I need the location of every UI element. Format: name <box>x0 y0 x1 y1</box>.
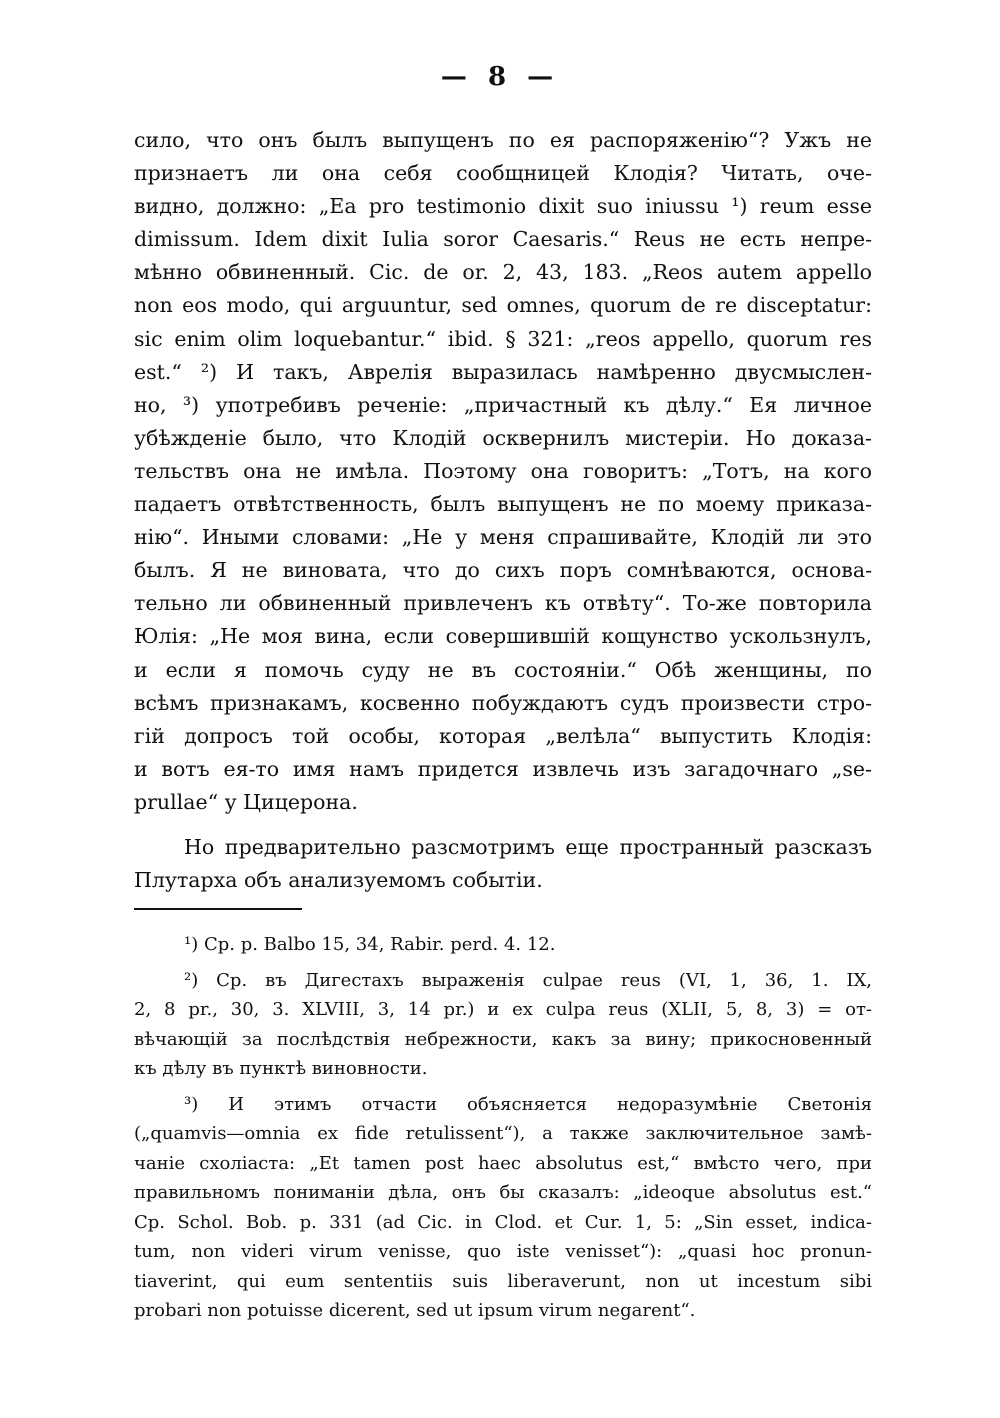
footnote-line: правильномъ пониманіи дѣла, онъ бы сказалъ: „ideoque absolutus est.“ <box>134 1182 872 1203</box>
footnote-line: probari non potuisse dicerent, sed ut ipsum virum negarent“. <box>134 1300 696 1321</box>
footnote-line: ³) И этимъ отчасти объясняется недоразумѣніе Светонія <box>184 1093 872 1115</box>
footnote-line: tum, non videri virum venisse, quo iste venisset“): „quasi hoc pronun- <box>134 1241 872 1262</box>
text-line: но, ³) употребивъ реченіе: „причастный къ дѣлу.“ Ея личное <box>134 392 872 417</box>
text-line: убѣжденіе было, что Клодій осквернилъ мистеріи. Но доказа- <box>134 425 872 450</box>
main-text <box>134 124 872 897</box>
text-line: падаетъ отвѣтственность, былъ выпущенъ не по моему приказа- <box>134 492 872 517</box>
text-line: былъ. Я не виновата, что до сихъ поръ сомнѣваются, основа- <box>134 558 872 583</box>
page-number: — 8 — <box>440 62 560 92</box>
footnote-divider <box>134 908 302 910</box>
footnote-line: 2, 8 pr., 30, 3. XLVIII, 3, 14 pr.) и ex culpa reus (XLII, 5, 8, 3) = от- <box>134 999 872 1020</box>
footnotes <box>134 930 872 1326</box>
text-line: мѣнно обвиненный. Cic. de or. 2, 43, 183. „Reos autem appello <box>134 260 872 285</box>
text-line: dimissum. Idem dixit Iulia soror Caesaris.“ Reus не есть непре- <box>134 227 872 252</box>
text-line: Плутарха объ анализуемомъ событіи. <box>134 868 543 893</box>
text-line: Юлія: „Не моя вина, если совершившій кощунство ускользнулъ, <box>134 624 872 649</box>
text-line: non eos modo, qui arguuntur, sed omnes, quorum de re disceptatur: <box>134 293 872 318</box>
text-line: Но предварительно разсмотримъ еще пространный разсказъ <box>184 834 872 859</box>
text-line: видно, должно: „Ea pro testimonio dixit suo iniussu ¹) reum esse <box>134 194 872 219</box>
footnote-line: чаніе схоліаста: „Et tamen post haec absolutus est,“ вмѣсто чего, при <box>134 1152 872 1174</box>
text-line: и если я помочь суду не въ состояніи.“ Обѣ женщины, по <box>134 657 872 682</box>
text-line: и вотъ ея-то имя намъ придется извлечь изъ загадочнаго „se- <box>134 756 872 781</box>
text-line: гій допросъ той особы, которая „велѣла“ выпустить Клодія: <box>134 723 872 748</box>
text-line: признаетъ ли она себя сообщницей Клодія? Читать, оче- <box>134 161 872 186</box>
paragraph-gap <box>134 819 872 831</box>
text-line: est.“ ²) И такъ, Аврелія выразилась намѣренно двусмыслен- <box>134 359 872 384</box>
footnote-line: ²) Ср. въ Дигестахъ выраженія culpae reus (VI, 1, 36, 1. IX, <box>184 969 872 991</box>
footnote-line: Ср. Schol. Bob. p. 331 (ad Cic. in Clod. et Cur. 1, 5: „Sin esset, indica- <box>134 1211 872 1233</box>
text-line: нію“. Иными словами: „Не у меня спрашивайте, Клодій ли это <box>134 525 872 550</box>
footnote-line: tiaverint, qui eum sententiis suis liberaverunt, non ut incestum sibi <box>134 1270 872 1292</box>
footnote-line: ¹) Ср. p. Balbo 15, 34, Rabir. perd. 4. 12. <box>184 934 556 955</box>
text-line: sic enim olim loquebantur.“ ibid. § 321: „reos appello, quorum res <box>134 326 872 351</box>
text-line: сило, что онъ былъ выпущенъ по ея распоряженію“? Ужъ не <box>134 128 872 152</box>
text-line: prullae“ у Цицерона. <box>134 789 358 814</box>
footnote-line: („quamvis—omnia ex fide retulissent“), а также заключительное замѣ- <box>134 1123 872 1144</box>
footnote-line: вѣчающій за послѣдствія небрежности, какъ за вину; прикосновенный <box>134 1028 872 1050</box>
text-line: всѣмъ признакамъ, косвенно побуждаютъ судъ произвести стро- <box>134 690 872 715</box>
text-line: тельно ли обвиненный привлеченъ къ отвѣту“. То-же повторила <box>134 591 872 616</box>
text-line: тельствъ она не имѣла. Поэтому она говоритъ: „Тотъ, на кого <box>134 458 872 483</box>
footnote-line: къ дѣлу въ пунктѣ виновности. <box>134 1058 428 1079</box>
